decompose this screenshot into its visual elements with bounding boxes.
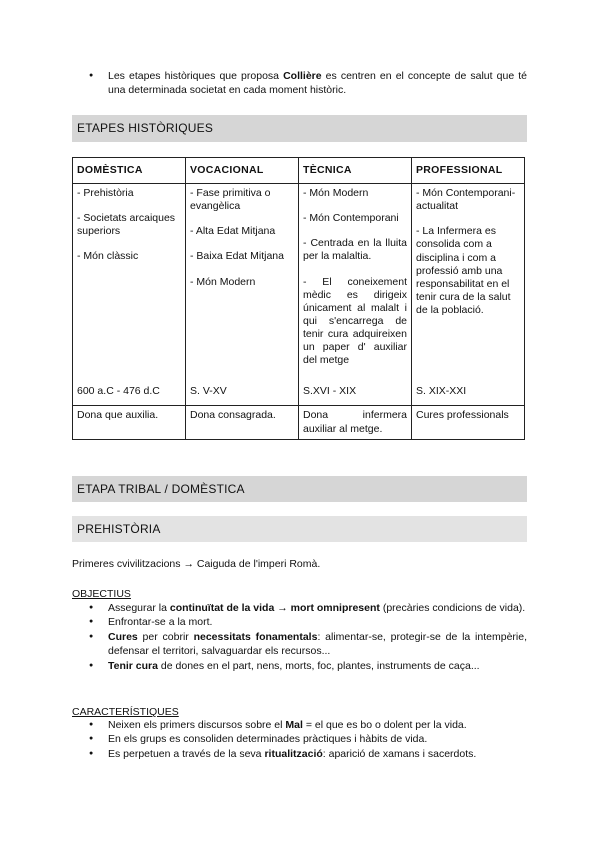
table-roles-row — [73, 406, 525, 439]
header-tecnica: TÈCNICA — [299, 158, 412, 184]
list-item: ● Cures per cobrir necessitats fonamentals: alimentar-se, protegir-se de la intempèrie, defensar el territori, salvaguardar els recursos... — [72, 630, 527, 659]
section-heading-prehistoria: PREHISTÒRIA — [72, 516, 527, 542]
objectius-heading: OBJECTIUS — [72, 588, 131, 600]
caracteristiques-list — [72, 718, 527, 761]
table-header-row — [73, 158, 525, 184]
role-tecnica: Dona infermera auxiliar al metge. — [299, 406, 412, 439]
section-heading-etapa-tribal: ETAPA TRIBAL / DOMÈSTICA — [72, 476, 527, 502]
intro-bullet: ● Les etapes històriques que proposa Collière es centren en el concepte de salut que té una determinada societat en cada moment històric. — [72, 69, 527, 98]
cell-domestica: - Prehistòria - Societats arcaiques superiors - Món clàssic — [73, 184, 186, 383]
date-tecnica: S.XVI - XIX — [299, 382, 412, 406]
role-vocacional: Dona consagrada. — [186, 406, 299, 439]
header-vocacional: VOCACIONAL — [186, 158, 299, 184]
list-item: ● Enfrontar-se a la mort. — [72, 615, 527, 629]
cell-tecnica: - Món Modern - Món Contemporani - Centrada en la lluita per la malaltia. - El coneixement mèdic es dirigeix únicament al malalt i qui s'encarrega de tenir cura adquireixen un paper d' auxiliar del metge — [299, 184, 412, 383]
list-item: ● Assegurar la continuïtat de la vida → mort omnipresent (precàries condicions de vida). — [72, 601, 527, 615]
intro-bold: Collière — [283, 70, 322, 82]
intro-list — [72, 69, 527, 98]
role-professional: Cures professionals — [412, 406, 525, 439]
caracteristiques-heading: CARACTERÍSTIQUES — [72, 706, 179, 718]
stages-table — [72, 157, 525, 440]
list-item: ● Es perpetuen a través de la seva ritualització: aparició de xamans i sacerdots. — [72, 747, 527, 761]
list-item: ● Neixen els primers discursos sobre el Mal = el que es bo o dolent per la vida. — [72, 718, 527, 732]
date-professional: S. XIX-XXI — [412, 382, 525, 406]
list-item: ● Tenir cura de dones en el part, nens, morts, foc, plantes, instruments de caça... — [72, 659, 527, 673]
cell-professional: - Món Contemporani-actualitat - La Infermera es consolida com a disciplina i com a professió amb una responsabilitat en el tenir cura de la salut de la població. — [412, 184, 525, 383]
table-body-row — [73, 184, 525, 383]
table-dates-row — [73, 382, 525, 406]
cell-vocacional: - Fase primitiva o evangèlica - Alta Edat Mitjana - Baixa Edat Mitjana - Món Modern — [186, 184, 299, 383]
header-domestica: DOMÈSTICA — [73, 158, 186, 184]
period-line: Primeres cvivilitzacions → Caiguda de l'imperi Romà. — [72, 558, 321, 570]
date-vocacional: S. V-XV — [186, 382, 299, 406]
date-domestica: 600 a.C - 476 d.C — [73, 382, 186, 406]
header-professional: PROFESSIONAL — [412, 158, 525, 184]
list-item: ● En els grups es consoliden determinades pràctiques i hàbits de vida. — [72, 732, 527, 746]
section-heading-etapes: ETAPES HISTÒRIQUES — [72, 115, 527, 142]
role-domestica: Dona que auxilia. — [73, 406, 186, 439]
objectius-list — [72, 601, 527, 673]
